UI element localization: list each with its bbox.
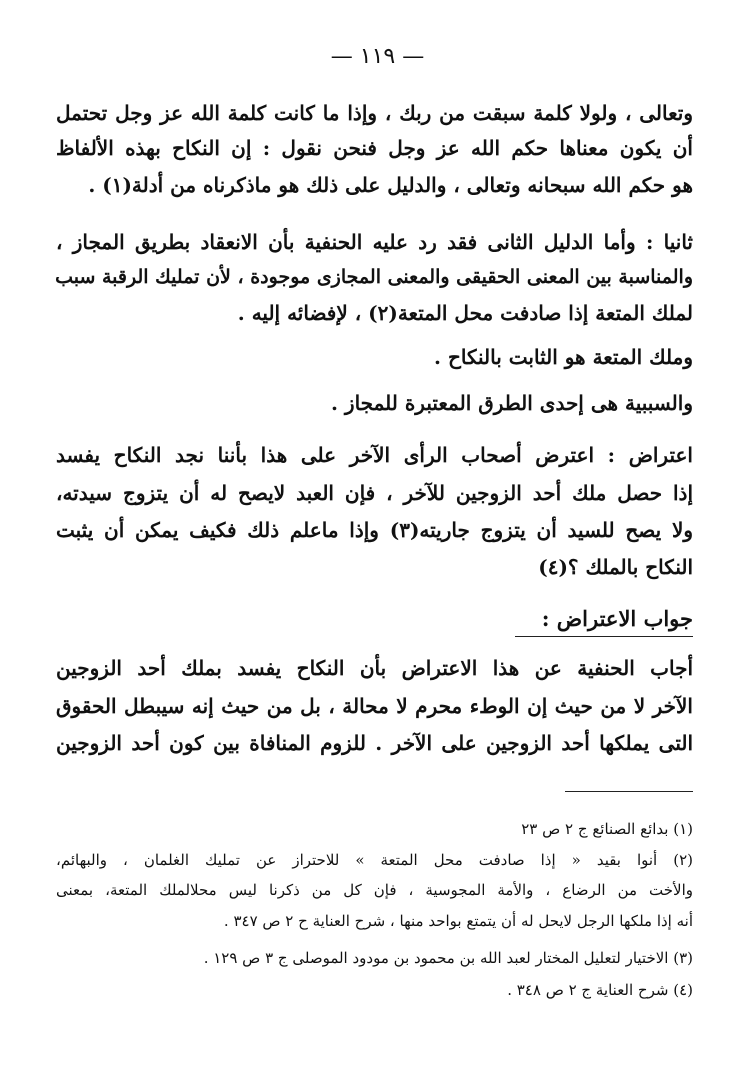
body-line: أجاب الحنفية عن هذا الاعتراض بأن النكاح يفسد بملك أحد الزوجين [56, 656, 694, 680]
body-line: لملك المتعة إذا صادفت محل المتعة(٢) ، لإفضائه إليه . [237, 301, 693, 325]
body-line: الآخر لا من حيث إن الوطء محرم لا محالة ، بل من حيث إنه سيبطل الحقوق [56, 694, 693, 718]
body-line: وملك المتعة هو الثابت بالنكاح . [434, 345, 693, 369]
footnote: (٣) الاختيار لتعليل المختار لعبد الله بن محمود بن مودود الموصلى ج ٣ ص ١٢٩ . [203, 949, 693, 967]
body-line: إذا حصل ملك أحد الزوجين للآخر ، فإن العبد لايصح له أن يتزوج سيدته، [56, 481, 694, 505]
body-line: ثانيا : وأما الدليل الثانى فقد رد عليه الحنفية بأن الانعقاد بطريق المجاز ، [56, 230, 693, 254]
body-line: أن يكون معناها حكم الله عز وجل فنحن نقول : إن النكاح بهذه الألفاظ [56, 136, 693, 160]
body-line: التى يملكها أحد الزوجين على الآخر . للزوم المنافاة بين كون أحد الزوجين [56, 731, 693, 755]
body-line: والمناسبة بين المعنى الحقيقى والمعنى المجازى موجودة ، لأن تمليك الرقبة سبب [55, 266, 693, 288]
body-line: وتعالى ، ولولا كلمة سبقت من ربك ، وإذا ما كانت كلمة الله عز وجل تحتمل [56, 101, 693, 125]
body-line: اعتراض : اعترض أصحاب الرأى الآخر على هذا بأننا نجد النكاح يفسد [56, 443, 693, 467]
footnote: (٤) شرح العناية ج ٢ ص ٣٤٨ . [507, 981, 693, 999]
footnote: أنه إذا ملكها الرجل لايحل له أن يتمتع بواحد منها ، شرح العناية ح ٢ ص ٣٤٧ . [223, 912, 693, 930]
page-number: — ١١٩ — [330, 44, 425, 69]
body-line: النكاح بالملك ؟(٤) [538, 555, 693, 579]
heading-underline [515, 636, 693, 637]
footnote-separator [565, 791, 693, 792]
section-heading: جواب الاعتراض : [541, 606, 693, 631]
footnote: والأخت من الرضاع ، والأمة المجوسية ، فإن كل من ذكرنا ليس محلالملك المتعة، بمعنى [56, 881, 693, 899]
footnote: (٢) أنوا بقيد « إذا صادفت محل المتعة » للاحتراز عن تمليك الغلمان ، والبهائم، [56, 851, 693, 869]
body-line: ولا يصح للسيد أن يتزوج جاريته(٣) وإذا ماعلم ذلك فكيف يمكن أن يثبت [56, 518, 694, 542]
body-line: هو حكم الله سبحانه وتعالى ، والدليل على ذلك هو ماذكرناه من أدلة(١) . [88, 173, 693, 197]
footnote: (١) بدائع الصنائع ج ٢ ص ٢٣ [521, 820, 693, 838]
body-line: والسببية هى إحدى الطرق المعتبرة للمجاز . [330, 391, 693, 415]
